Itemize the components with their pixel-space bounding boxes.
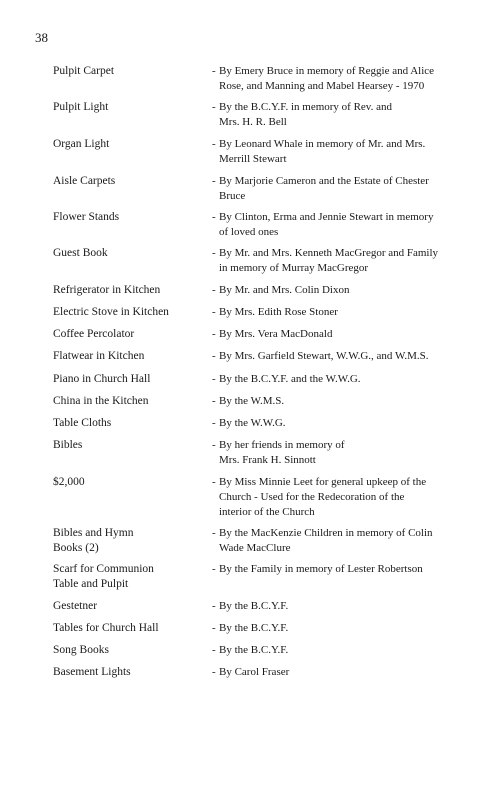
donated-item-line: Organ Light [53, 138, 110, 150]
donor-line: By Mrs. Garfield Stewart, W.W.G., and W.M.S. [219, 350, 429, 362]
page-number: 38 [35, 30, 48, 45]
donated-item-line: Gestetner [53, 600, 98, 612]
donor-description [212, 100, 474, 130]
dash-separator: - [212, 65, 216, 77]
donated-item [53, 210, 203, 225]
dash-separator: - [212, 527, 216, 539]
donated-item-line: Piano in Church Hall [53, 373, 151, 385]
donor-description [212, 210, 474, 240]
donor-line: By the B.C.Y.F. in memory of Rev. and [219, 101, 392, 113]
donor-description [212, 305, 474, 320]
donated-item-line: Aisle Carpets [53, 175, 116, 187]
donor-description [212, 562, 474, 577]
dash-separator: - [212, 417, 216, 429]
dash-separator: - [212, 101, 216, 113]
donor-description [212, 283, 474, 298]
donor-line: of loved ones [219, 226, 279, 238]
donated-item [53, 246, 203, 261]
dash-separator: - [212, 622, 216, 634]
donated-item [53, 327, 203, 342]
donated-item-line: Table Cloths [53, 417, 112, 429]
donor-line: By the B.C.Y.F. [219, 644, 289, 656]
donated-item-line: Pulpit Light [53, 101, 109, 113]
donor-description [212, 174, 474, 204]
donated-item [53, 438, 203, 453]
donated-item [53, 174, 203, 189]
dash-separator: - [212, 284, 216, 296]
donor-line: Wade MacClure [219, 542, 291, 554]
donated-item [53, 100, 203, 115]
donor-description [212, 438, 474, 468]
donor-line: By the B.C.Y.F. [219, 600, 289, 612]
donated-item-line: Scarf for Communion [53, 563, 154, 575]
donated-item [53, 621, 203, 636]
donor-line: By Mrs. Edith Rose Stoner [219, 306, 338, 318]
dash-separator: - [212, 175, 216, 187]
donor-line: By Emery Bruce in memory of Reggie and Alice [219, 65, 435, 77]
dash-separator: - [212, 211, 216, 223]
donor-line: By the MacKenzie Children in memory of Colin [219, 527, 433, 539]
donated-item-line: Song Books [53, 644, 109, 656]
donor-line: By her friends in memory of [219, 439, 345, 451]
dash-separator: - [212, 138, 216, 150]
dash-separator: - [212, 563, 216, 575]
donor-line: By the B.C.Y.F. [219, 622, 289, 634]
donated-item-line: Tables for Church Hall [53, 622, 159, 634]
donor-description [212, 599, 474, 614]
donor-line: By Mr. and Mrs. Kenneth MacGregor and Family [219, 247, 439, 259]
donated-item-line: Bibles and Hymn [53, 527, 134, 539]
donor-description [212, 372, 474, 387]
dash-separator: - [212, 350, 216, 362]
donated-item-line: Refrigerator in Kitchen [53, 284, 161, 296]
donor-description [212, 349, 474, 364]
donated-item [53, 416, 203, 431]
donor-line: Church - Used for the Redecoration of the [219, 491, 405, 503]
donated-item [53, 305, 203, 320]
donor-line: By Mr. and Mrs. Colin Dixon [219, 284, 350, 296]
donor-description [212, 665, 474, 680]
donor-description [212, 621, 474, 636]
donor-line: interior of the Church [219, 506, 315, 518]
donated-item [53, 562, 203, 592]
dash-separator: - [212, 476, 216, 488]
donor-line: By Marjorie Cameron and the Estate of Chester [219, 175, 429, 187]
donated-item [53, 475, 203, 490]
donated-item [53, 372, 203, 387]
dash-separator: - [212, 600, 216, 612]
donor-line: By Mrs. Vera MacDonald [219, 328, 333, 340]
dash-separator: - [212, 306, 216, 318]
donor-line: By Carol Fraser [219, 666, 290, 678]
donor-line: Rose, and Manning and Mabel Hearsey - 1970 [219, 80, 425, 92]
dash-separator: - [212, 666, 216, 678]
donor-line: Merrill Stewart [219, 153, 287, 165]
donor-line: By the W.W.G. [219, 417, 286, 429]
donated-item-line: Flatwear in Kitchen [53, 350, 145, 362]
donor-description [212, 394, 474, 409]
dash-separator: - [212, 439, 216, 451]
donor-description [212, 526, 474, 556]
donor-line: Mrs. H. R. Bell [219, 116, 287, 128]
donor-description [212, 246, 474, 276]
donated-item-line: Basement Lights [53, 666, 131, 678]
donor-line: By the B.C.Y.F. and the W.W.G. [219, 373, 361, 385]
dash-separator: - [212, 644, 216, 656]
donor-description [212, 475, 474, 520]
donated-item [53, 394, 203, 409]
donated-item [53, 665, 203, 680]
donor-description [212, 137, 474, 167]
dash-separator: - [212, 373, 216, 385]
donor-line: By the Family in memory of Lester Robertson [219, 563, 423, 575]
dash-separator: - [212, 328, 216, 340]
donor-line: Mrs. Frank H. Sinnott [219, 454, 316, 466]
donated-item-line: China in the Kitchen [53, 395, 149, 407]
donor-line: Bruce [219, 190, 246, 202]
donor-description [212, 64, 474, 94]
donated-item [53, 526, 203, 556]
donor-line: By the W.M.S. [219, 395, 285, 407]
donated-item-line: Pulpit Carpet [53, 65, 115, 77]
donated-item [53, 643, 203, 658]
donated-item [53, 349, 203, 364]
donated-item [53, 64, 203, 79]
donated-item-line: Bibles [53, 439, 83, 451]
donor-line: By Leonard Whale in memory of Mr. and Mrs. [219, 138, 426, 150]
donor-line: in memory of Murray MacGregor [219, 262, 369, 274]
donated-item-line: Books (2) [53, 542, 99, 554]
dash-separator: - [212, 247, 216, 259]
donor-line: By Clinton, Erma and Jennie Stewart in memory [219, 211, 434, 223]
donated-item-line: Table and Pulpit [53, 578, 129, 590]
donated-item [53, 283, 203, 298]
donor-description [212, 327, 474, 342]
donated-item-line: Coffee Percolator [53, 328, 135, 340]
donated-item-line: Guest Book [53, 247, 108, 259]
dash-separator: - [212, 395, 216, 407]
donated-item-line: Flower Stands [53, 211, 120, 223]
donated-item [53, 137, 203, 152]
donated-item [53, 599, 203, 614]
donated-item-line: Electric Stove in Kitchen [53, 306, 169, 318]
donor-description [212, 416, 474, 431]
donated-item-line: $2,000 [53, 476, 85, 488]
donor-line: By Miss Minnie Leet for general upkeep of the [219, 476, 427, 488]
donor-description [212, 643, 474, 658]
